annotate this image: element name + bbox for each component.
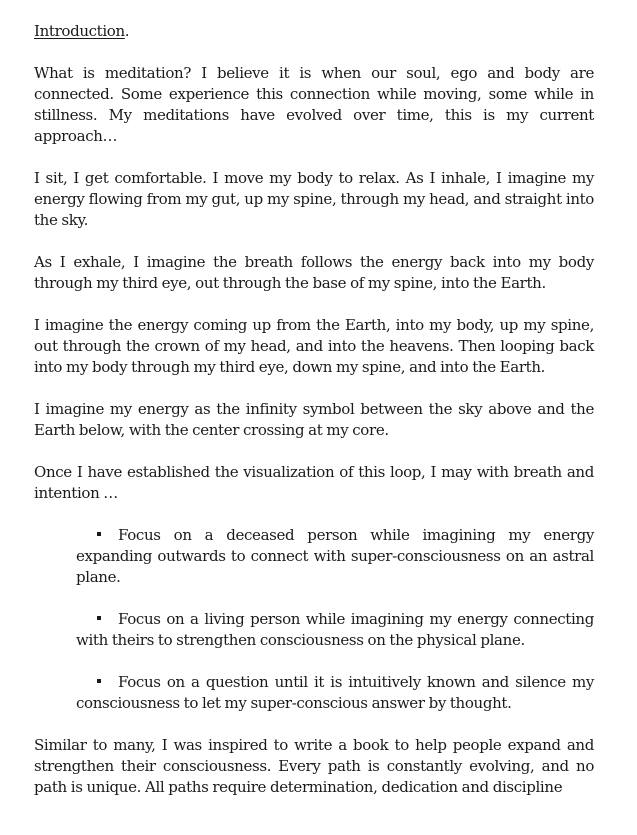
- list-item-text: Focus on a deceased person while imagining my energy expanding outwards to connect with super-consciousness on an astral plane.: [76, 526, 594, 586]
- bullet-square-icon: [97, 525, 118, 546]
- list-item: [76, 525, 594, 588]
- list-item-text: Focus on a living person while imagining my energy connecting with theirs to strengthen consciousness on the physical plane.: [76, 610, 594, 649]
- paragraph-exhale: As I exhale, I imagine the breath follows the energy back into my body through my third eye, out through the base of my spine, into the Earth.: [34, 253, 594, 292]
- list-item: [76, 609, 594, 651]
- section-heading: Introduction: [34, 22, 125, 40]
- paragraph-meditation-definition: What is meditation? I believe it is when our soul, ego and body are connected. Some experience this connection while moving, some while in stillness. My meditations have evolved over time, this is my current approach…: [34, 64, 594, 145]
- heading-spacer: [34, 42, 594, 63]
- document-page: [34, 21, 594, 819]
- bullet-square-icon: [97, 609, 118, 630]
- paragraph-energy-loop: I imagine the energy coming up from the Earth, into my body, up my spine, out through the crown of my head, and into the heavens. Then looping back into my body through my third eye, down my spine, and into the Earth.: [34, 316, 594, 376]
- paragraph-inhale: I sit, I get comfortable. I move my body to relax. As I inhale, I imagine my energy flowing from my gut, up my spine, through my head, and straight into the sky.: [34, 169, 594, 229]
- bullet-square-icon: [97, 672, 118, 693]
- paragraph-visualization: Once I have established the visualization of this loop, I may with breath and intention …: [34, 463, 594, 502]
- paragraph-book-inspiration: Similar to many, I was inspired to write a book to help people expand and strengthen their consciousness. Every path is constantly evolving, and no path is unique. All paths require determination, dedication and discipline: [34, 736, 594, 796]
- heading-period: .: [124, 22, 130, 40]
- heading: [34, 21, 594, 42]
- list-item-text: Focus on a question until it is intuitively known and silence my consciousness to let my super-conscious answer by thought.: [76, 673, 594, 712]
- list-item: [76, 672, 594, 714]
- paragraph-infinity-symbol: I imagine my energy as the infinity symbol between the sky above and the Earth below, with the center crossing at my core.: [34, 400, 594, 439]
- focus-list: [34, 525, 594, 714]
